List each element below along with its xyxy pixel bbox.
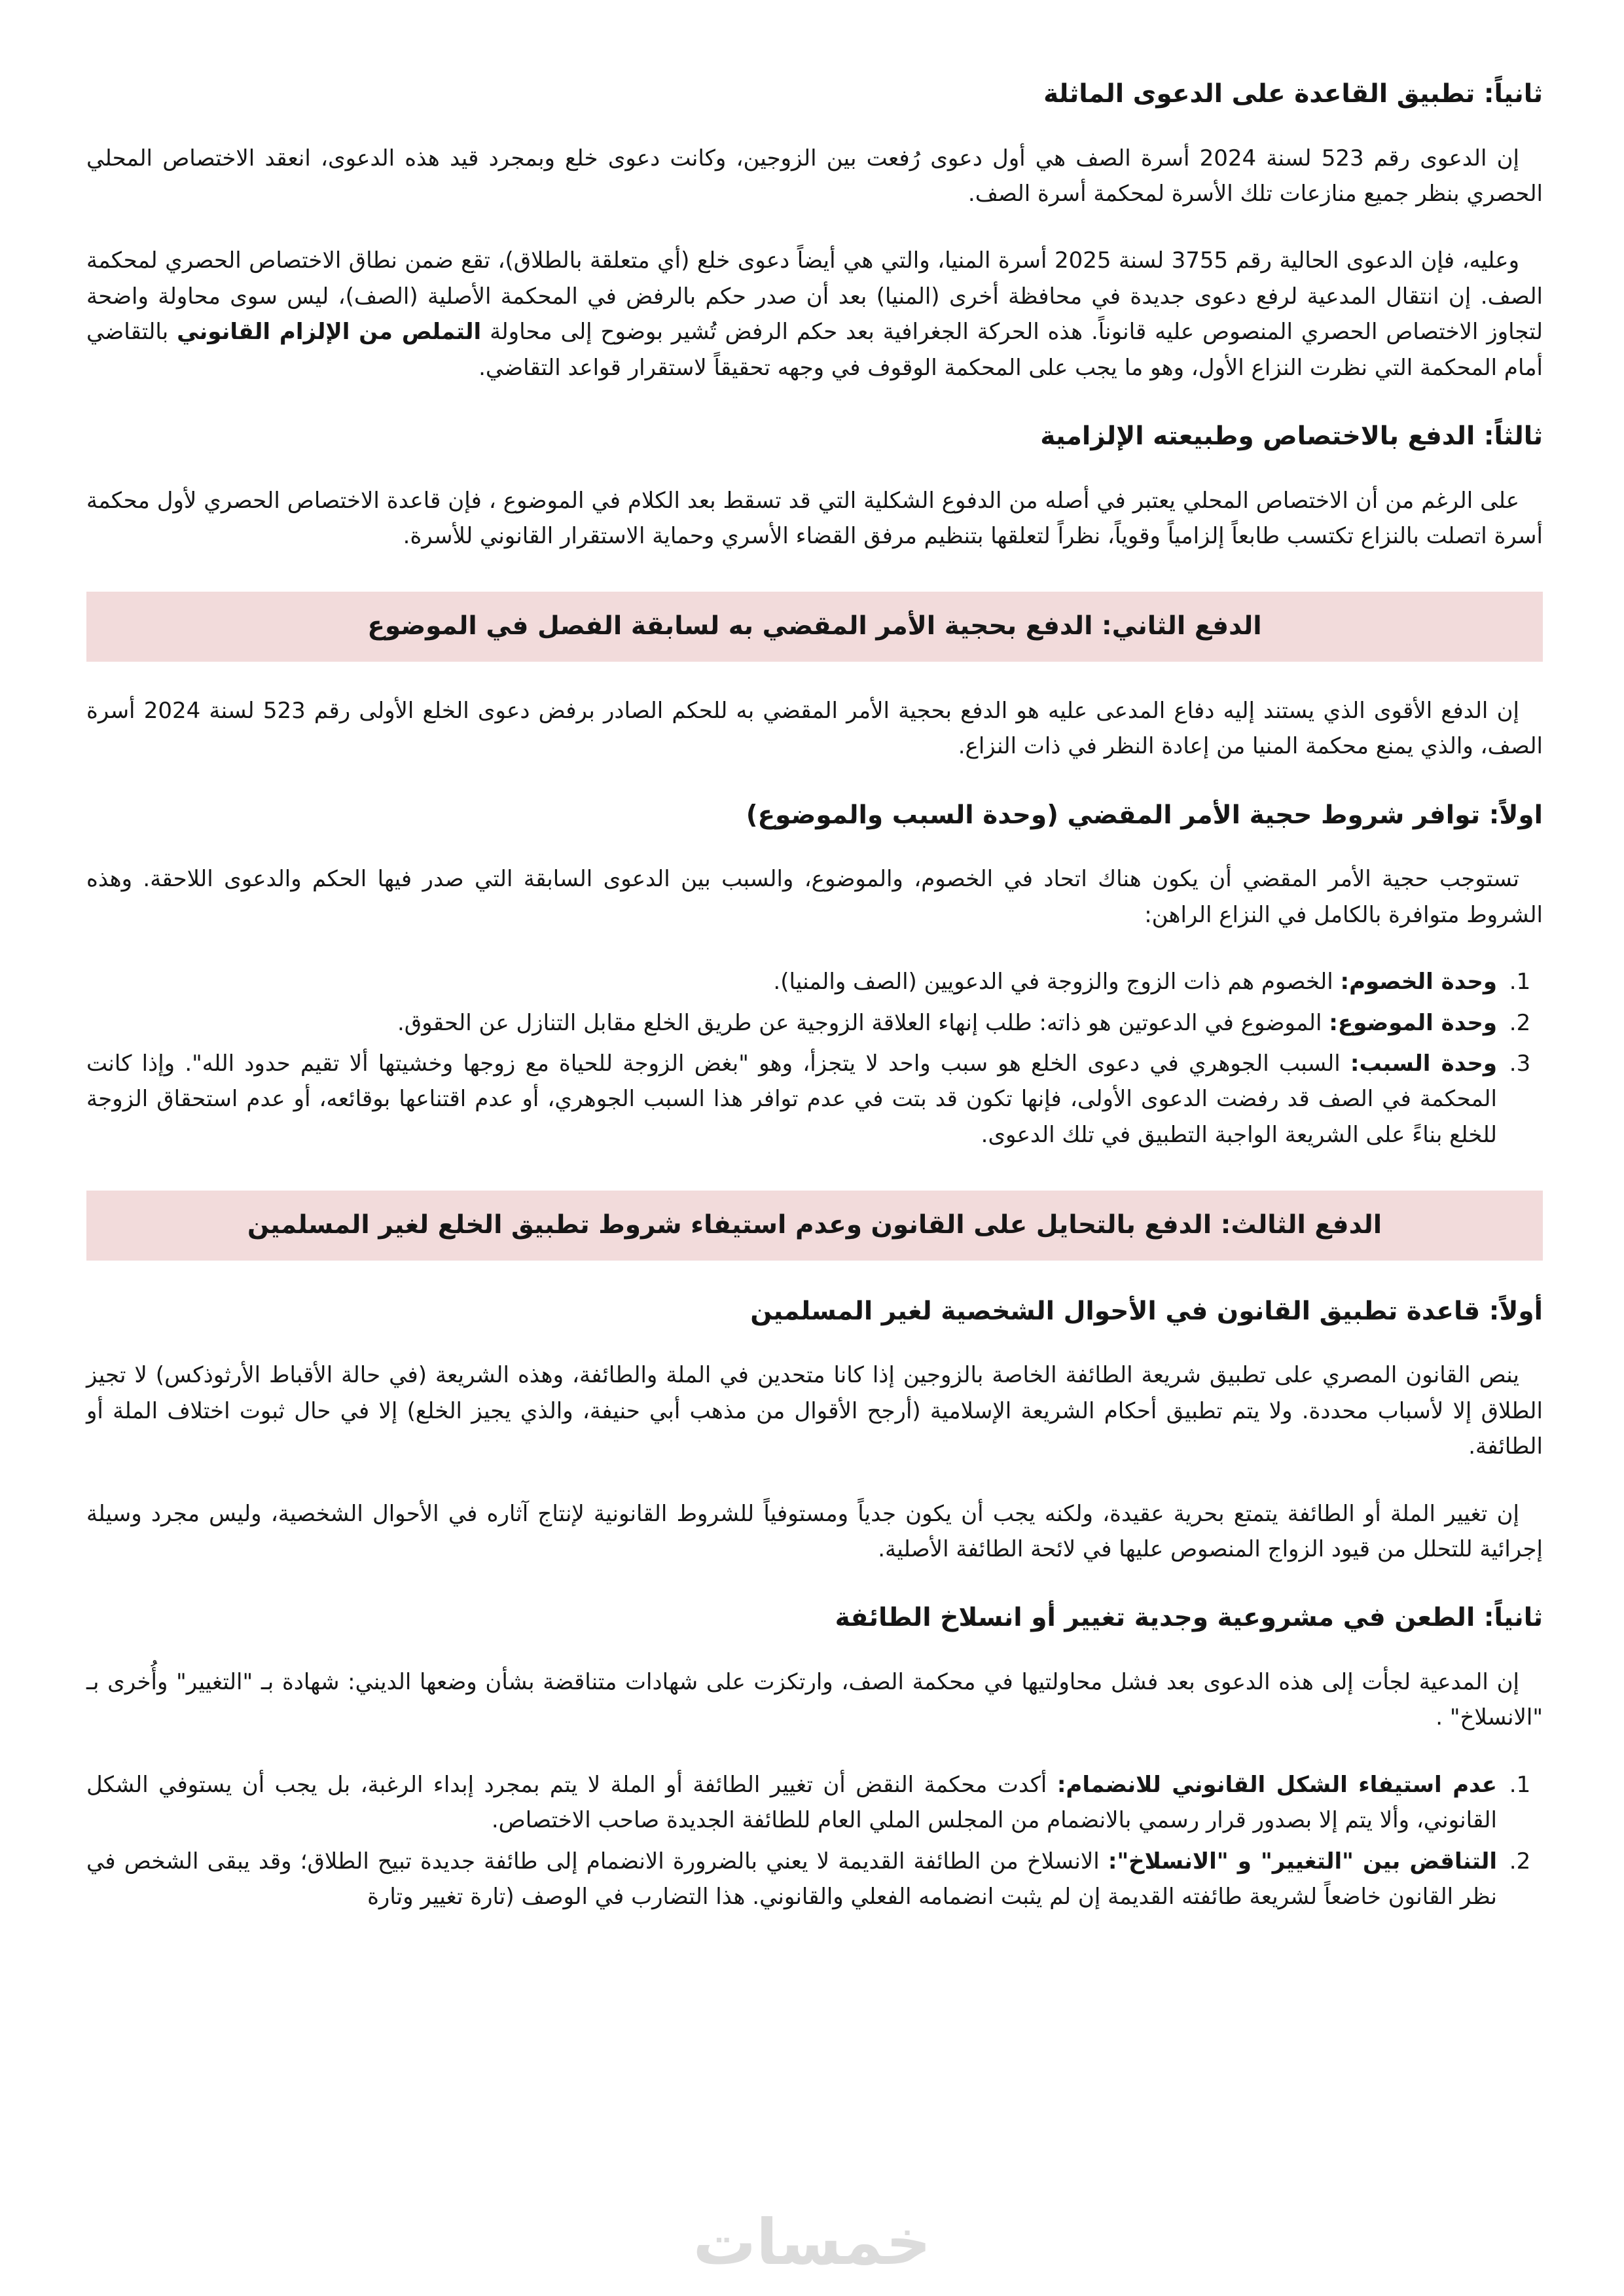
para-sect-change-conditions: إن تغيير الملة أو الطائفة يتمتع بحرية عقيدة، ولكنه يجب أن يكون جدياً ومستوفياً للشروط القانونية لإنتاج آثاره في الأحوال الشخصية، وليس مجرد وسيلة إجرائية للتحلل من قيود الزواج المنصوص عليها في لائحة الطائفة الأصلية. (86, 1500, 1543, 1562)
list-item-unity-subject (86, 1005, 1502, 1041)
heading-challenge-sect-change: ثانياً: الطعن في مشروعية وجدية تغيير أو انسلاخ الطائفة (835, 1603, 1543, 1633)
heading-resjudicata-conditions: اولاً: توافر شروط حجية الأمر المقضي (وحدة السبب والموضوع) (746, 800, 1543, 830)
para-resjudicata-requirements: تستوجب حجية الأمر المقضي أن يكون هناك اتحاد في الخصوم، والموضوع، والسبب بين الدعوى السابقة التي صدر فيها الحكم والدعوى اللاحقة. وهذه الشروط متوافرة بالكامل في النزاع الراهن: (86, 866, 1543, 928)
list-item-text: الانسلاخ من الطائفة القديمة لا يعني بالضرورة الانضمام إلى طائفة جديدة تبيح الطلاق؛ وقد يبقى الشخص في نظر القانون خاضعاً لشريعة طائفته القديمة إن لم يثبت انضمامه الفعلي والقانوني. هذا التضارب في الوصف (تارة تغيير وتارة (86, 1848, 1497, 1910)
list-item-unity-cause (86, 1046, 1502, 1153)
para-first-case: إن الدعوى رقم 523 لسنة 2024 أسرة الصف هي أول دعوى رُفعت بين الزوجين، وكانت دعوى خلع وبمجرد قيد هذه الدعوى، انعقد الاختصاص المحلي الحصري بنظر جميع منازعات تلك الأسرة لمحكمة أسرة الصف. (86, 145, 1543, 207)
plea-band-third: الدفع الثالث: الدفع بالتحايل على القانون وعدم استيفاء شروط تطبيق الخلع لغير المسلمين (86, 1191, 1543, 1261)
para-text-segment: بالتقاضي أمام المحكمة التي نظرت النزاع الأول، وهو ما يجب على المحكمة الوقوف في وجهه تحقيقاً لاستقرار قواعد التقاضي. (86, 319, 1543, 381)
heading-jurisdiction-plea: ثالثاً: الدفع بالاختصاص وطبيعته الإلزامية (1040, 421, 1543, 451)
heading-rule-application: ثانياً: تطبيق القاعدة على الدعوى الماثلة (1043, 79, 1543, 109)
list-conversion-defects (86, 1767, 1543, 1915)
list-item-text: السبب الجوهري في دعوى الخلع هو سبب واحد لا يتجزأ، وهو "بغض الزوجة للحياة مع زوجها وخشيتها ألا تقيم حدود الله". وإذا كانت المحكمة في الصف قد رفضت الدعوى الأولى، فإنها تكون قد بتت في عدم توافر هذا السبب الجوهري، أو عدم اقتناعها بوقائعه، أو عدم استحقاق الزوجة للخلع بناءً على الشريعة الواجبة التطبيق في تلك الدعوى. (86, 1050, 1497, 1148)
heading-law-rule-nonmuslims: أولاً: قاعدة تطبيق القانون في الأحوال الشخصية لغير المسلمين (750, 1296, 1543, 1326)
list-item-text: الموضوع في الدعوتين هو ذاته: طلب إنهاء العلاقة الزوجية عن طريق الخلع مقابل التنازل عن الحقوق. (397, 1009, 1329, 1036)
list-item-contradiction (86, 1844, 1502, 1915)
para-text-segment: وعليه، فإن الدعوى الحالية رقم 3755 لسنة 2025 أسرة المنيا، والتي هي أيضاً دعوى خلع (أي متعلقة بالطلاق)، تقع ضمن نطاق الاختصاص الحصري لمحكمة الصف. إن انتقال المدعية لرفع دعوى جديدة في محافظة أخرى (المنيا) بعد أن صدر حكم بالرفض في المحكمة الأصلية (الصف)، ليس سوى محاولة واضحة لتجاوز الاختصاص الحصري المنصوص عليه قانوناً. هذه الحركة الجغرافية بعد حكم الرفض تُشير بوضوح إلى محاولة (86, 247, 1543, 346)
list-item-lead: وحدة السبب: (1350, 1050, 1498, 1077)
para-jurisdiction-nature: على الرغم من أن الاختصاص المحلي يعتبر في أصله من الدفوع الشكلية التي قد تسقط بعد الكلام في الموضوع ، فإن قاعدة الاختصاص الحصري لأول محكمة أسرة اتصلت بالنزاع تكتسب طابعاً إلزامياً وقوياً، نظراً لتعلقها بتنظيم مرفق القضاء الأسري وحماية الاستقرار القانوني للأسرة. (86, 487, 1543, 550)
list-item-lead: وحدة الخصوم: (1340, 969, 1497, 996)
list-item-text: أكدت محكمة النقض أن تغيير الطائفة أو الملة لا يتم بمجرد إبداء الرغبة، بل يجب أن يستوفي الشكل القانوني، وألا يتم إلا بصدور قرار رسمي بالانضمام من المجلس الملي العام للطائفة الجديدة صاحب الاختصاص. (86, 1771, 1497, 1834)
list-item-lead: عدم استيفاء الشكل القانوني للانضمام: (1056, 1771, 1497, 1798)
para-egyptian-law-rule: ينص القانون المصري على تطبيق شريعة الطائفة الخاصة بالزوجين إذا كانا متحدين في الملة والطائفة، وهذه الشريعة (في حالة الأقباط الأرثوذكس) لا تجيز الطلاق إلا لأسباب محددة. ولا يتم تطبيق أحكام الشريعة الإسلامية (أرجح الأقوال من مذهب أبي حنيفة، والذي يجيز الخلع) إلا في حال ثبوت اختلاف الملة أو الطائفة. (86, 1362, 1543, 1460)
list-item-text: الخصوم هم ذات الزوج والزوجة في الدعويين (الصف والمنيا). (773, 969, 1341, 996)
para-strongest-plea: إن الدفع الأقوى الذي يستند إليه دفاع المدعى عليه هو الدفع بحجية الأمر المقضي به للحكم الصادر برفض دعوى الخلع الأولى رقم 523 لسنة 2024 أسرة الصف، والذي يمنع محكمة المنيا من إعادة النظر في ذات النزاع. (86, 698, 1543, 760)
list-item-legal-form (86, 1767, 1502, 1839)
khamsat-watermark: خمسات (693, 2206, 931, 2279)
bold-phrase-legal-evasion: التملص من الإلزام القانوني (177, 319, 482, 346)
para-current-case (86, 243, 1543, 386)
list-item-lead: التناقض بين "التغيير" و "الانسلاخ": (1108, 1848, 1497, 1874)
para-plaintiff-attempts: إن المدعية لجأت إلى هذه الدعوى بعد فشل محاولتيها في محكمة الصف، وارتكزت على شهادات متناقضة بشأن وضعها الديني: شهادة بـ "التغيير" وأُخرى بـ "الانسلاخ" . (86, 1668, 1543, 1731)
plea-band-second: الدفع الثاني: الدفع بحجية الأمر المقضي به لسابقة الفصل في الموضوع (86, 592, 1543, 662)
list-item-unity-parties (86, 964, 1502, 999)
list-unity-conditions (86, 964, 1543, 1153)
list-item-lead: وحدة الموضوع: (1329, 1009, 1497, 1036)
